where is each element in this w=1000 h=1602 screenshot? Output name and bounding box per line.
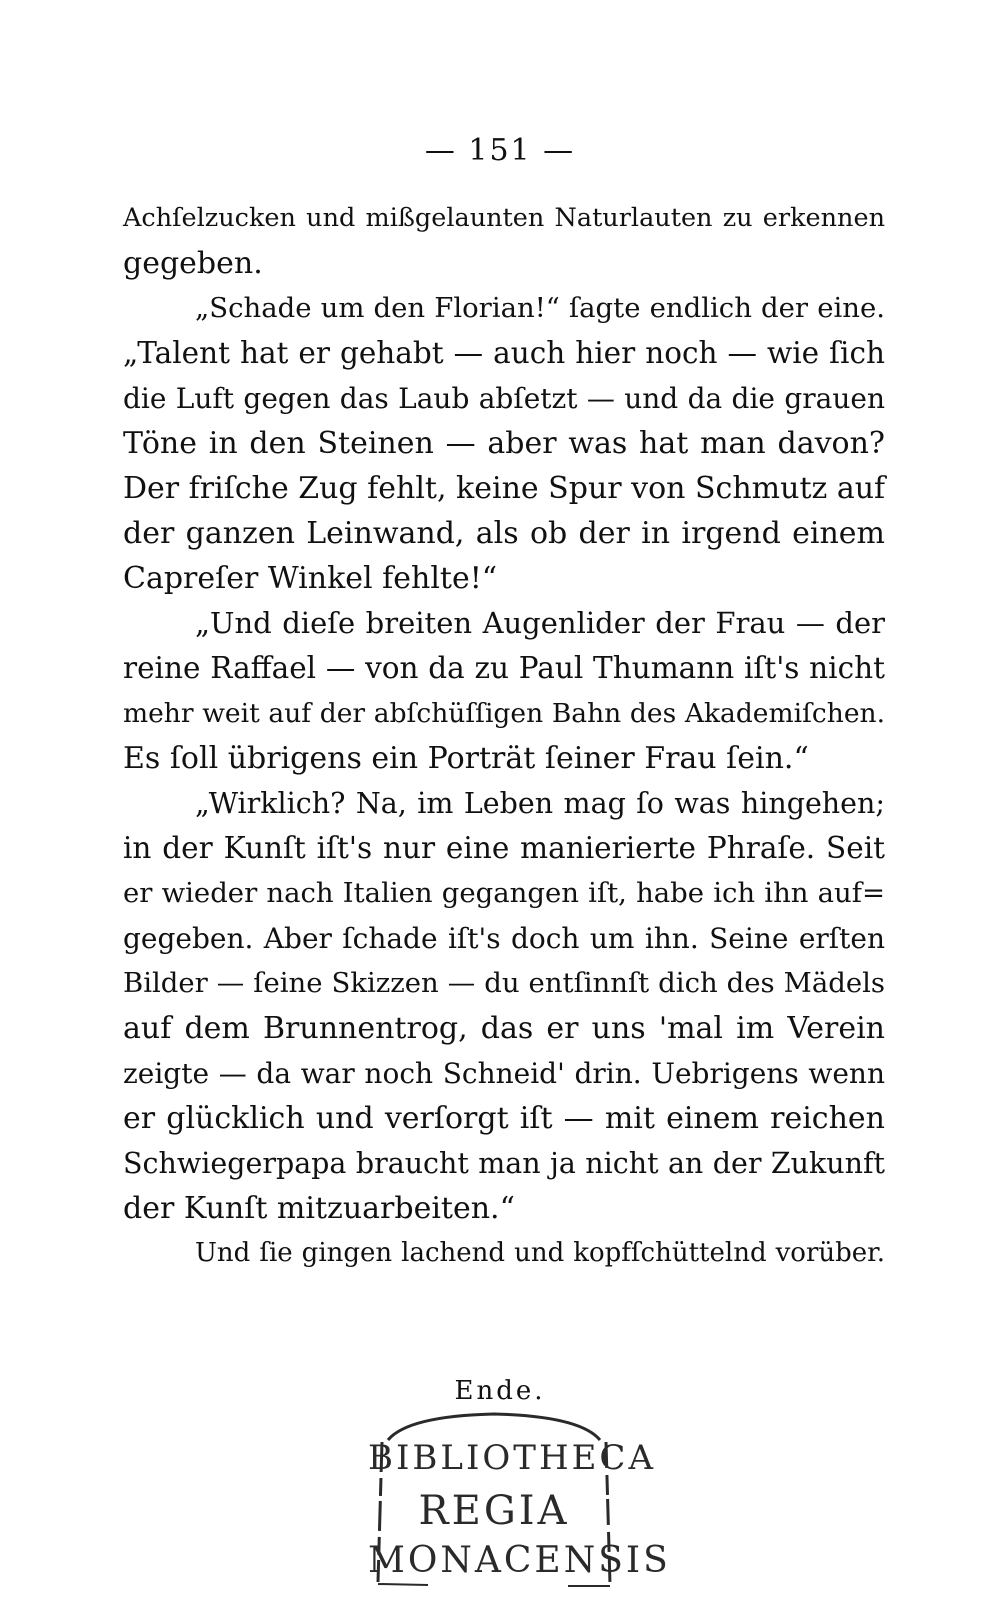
- text-line: zeigte — da war noch Schneid' drin. Uebrigens wenn: [123, 1057, 885, 1090]
- text-line: Achſelzucken und mißgelaunten Naturlauten zu erkennen: [123, 203, 885, 233]
- stamp-text-line-3: MONACENSIS: [368, 1540, 671, 1581]
- text-line: „Talent hat er gehabt — auch hier noch — wie ſich: [123, 336, 885, 370]
- text-line: reine Raffael — von da zu Paul Thumann iſt's nicht: [123, 651, 885, 685]
- stamp-text-line-2: REGIA: [418, 1488, 570, 1534]
- text-line: Schwiegerpapa braucht man ja nicht an der Zukunft: [123, 1147, 885, 1180]
- text-line: Es ſoll übrigens ein Porträt ſeiner Frau ſein.“: [123, 741, 809, 776]
- text-line: „Wirklich? Na, im Leben mag ſo was hingehen;: [195, 787, 885, 820]
- stamp-text-line-1: BIBLIOTHECA: [368, 1438, 656, 1478]
- text-line: „Und dieſe breiten Augenlider der Frau — der: [195, 606, 885, 640]
- end-marker: Ende.: [454, 1376, 546, 1406]
- body-text: [123, 196, 885, 1276]
- text-line: der Kunſt mitzuarbeiten.“: [123, 1191, 515, 1226]
- text-line: „Schade um den Florian!“ ſagte endlich der eine.: [195, 292, 885, 324]
- text-line: Töne in den Steinen — aber was hat man davon?: [123, 426, 885, 461]
- text-line: der ganzen Leinwand, als ob der in irgend einem: [123, 516, 885, 551]
- text-line: in der Kunſt iſt's nur eine manierierte Phraſe. Seit: [123, 831, 885, 865]
- page-number: — 151 —: [424, 133, 576, 168]
- text-line: die Luft gegen das Laub abſetzt — und da die grauen: [123, 382, 885, 415]
- text-line: Capreſer Winkel fehlte!“: [123, 561, 498, 596]
- text-line: er wieder nach Italien gegangen iſt, habe ich ihn auf=: [123, 877, 885, 909]
- text-line: er glücklich und verſorgt iſt — mit einem reichen: [123, 1101, 885, 1136]
- library-stamp: [368, 1412, 671, 1590]
- text-line: auf dem Brunnentrog, das er uns 'mal im Verein: [123, 1011, 885, 1046]
- text-line: gegeben. Aber ſchade iſt's doch um ihn. Seine erſten: [123, 922, 885, 955]
- text-line: Bilder — ſeine Skizzen — du entſinnſt dich des Mädels: [123, 967, 885, 999]
- text-line: Und ſie gingen lachend und kopfſchüttelnd vorüber.: [195, 1238, 885, 1268]
- text-line: mehr weit auf der abſchüſſigen Bahn des Akademiſchen.: [123, 698, 885, 729]
- text-line: gegeben.: [123, 246, 263, 281]
- text-line: Der friſche Zug fehlt, keine Spur von Schmutz auf: [123, 471, 886, 506]
